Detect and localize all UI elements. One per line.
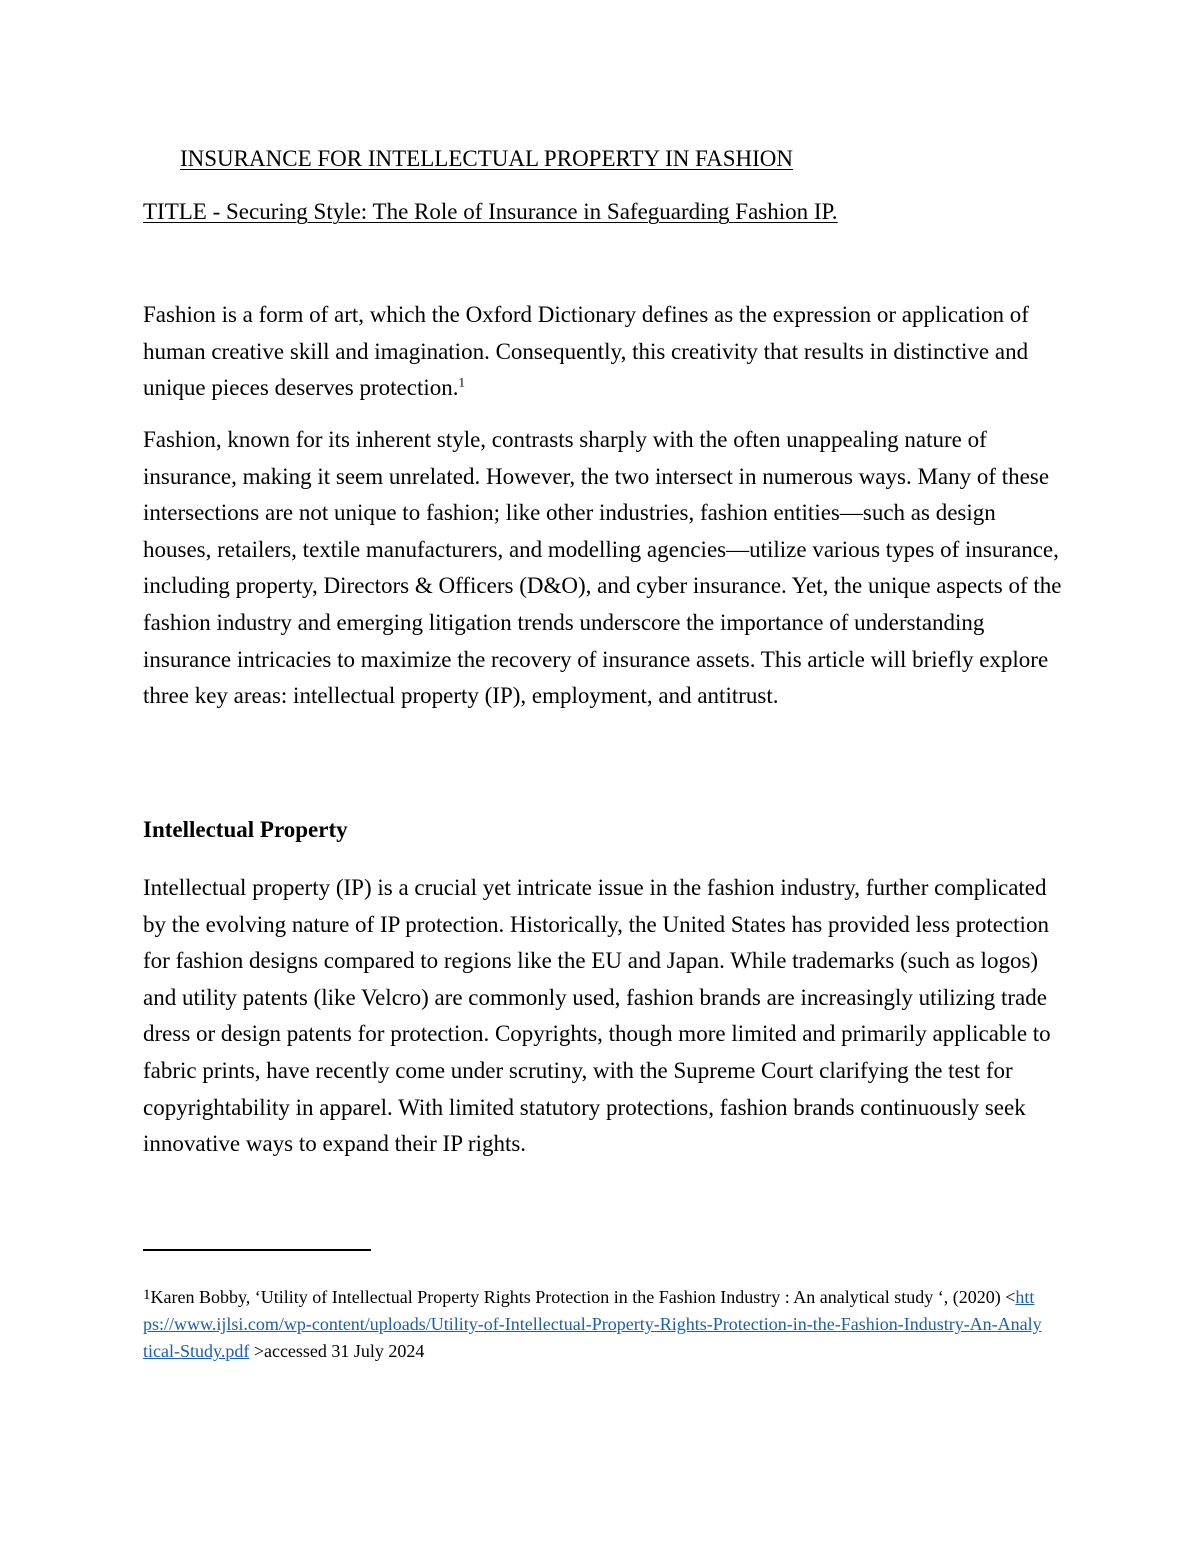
- footnote-separator: [143, 1249, 371, 1251]
- document-subtitle: TITLE - Securing Style: The Role of Insurance in Safeguarding Fashion IP.: [143, 199, 838, 224]
- paragraph-intellectual-property: Intellectual property (IP) is a crucial yet intricate issue in the fashion industry, further complicated by the evolving nature of IP protection. Historically, the United States has provided less protection for fashion designs compared to regions like the EU and Japan. While trademarks (such as logos) and utility patents (like Velcro) are commonly used, fashion brands are increasingly utilizing trade dress or design patents for protection. Copyrights, though more limited and primarily applicable to fabric prints, have recently come under scrutiny, with the Supreme Court clarifying the test for copyrightability in apparel. With limited statutory protections, fashion brands continuously seek innovative ways to expand their IP rights.: [143, 875, 1051, 1157]
- footnote-reference[interactable]: 1: [458, 374, 465, 390]
- footnote: [143, 1284, 1043, 1365]
- document-heading: INSURANCE FOR INTELLECTUAL PROPERTY IN FASHION: [180, 146, 794, 171]
- footnote-link[interactable]: https://www.ijlsi.com/wp-content/uploads/Utility-of-Intellectual-Property-Rights-Protection-in-the-Fashion-Industry-An-Analytical-Study.pdf: [143, 1287, 1042, 1361]
- paragraph-intro: [143, 297, 1063, 407]
- section-heading-intellectual-property: Intellectual Property: [143, 817, 348, 842]
- footnote-accessed: >accessed 31 July 2024: [249, 1341, 425, 1361]
- footnote-number: 1: [143, 1287, 151, 1303]
- paragraph-intro-text: Fashion is a form of art, which the Oxford Dictionary defines as the expression or application of human creative skill and imagination. Consequently, this creativity that results in distinctive and unique pieces deserves protection.: [143, 302, 1029, 401]
- footnote-text: Karen Bobby, ‘Utility of Intellectual Property Rights Protection in the Fashion Industry : An analytical study ‘, (2020) <: [150, 1287, 1016, 1307]
- paragraph-fashion-insurance: Fashion, known for its inherent style, contrasts sharply with the often unappealing nature of insurance, making it seem unrelated. However, the two intersect in numerous ways. Many of these intersections are not unique to fashion; like other industries, fashion entities—such as design houses, retailers, textile manufacturers, and modelling agencies—utilize various types of insurance, including property, Directors & Officers (D&O), and cyber insurance. Yet, the unique aspects of the fashion industry and emerging litigation trends underscore the importance of understanding insurance intricacies to maximize the recovery of insurance assets. This article will briefly explore three key areas: intellectual property (IP), employment, and antitrust.: [143, 427, 1062, 709]
